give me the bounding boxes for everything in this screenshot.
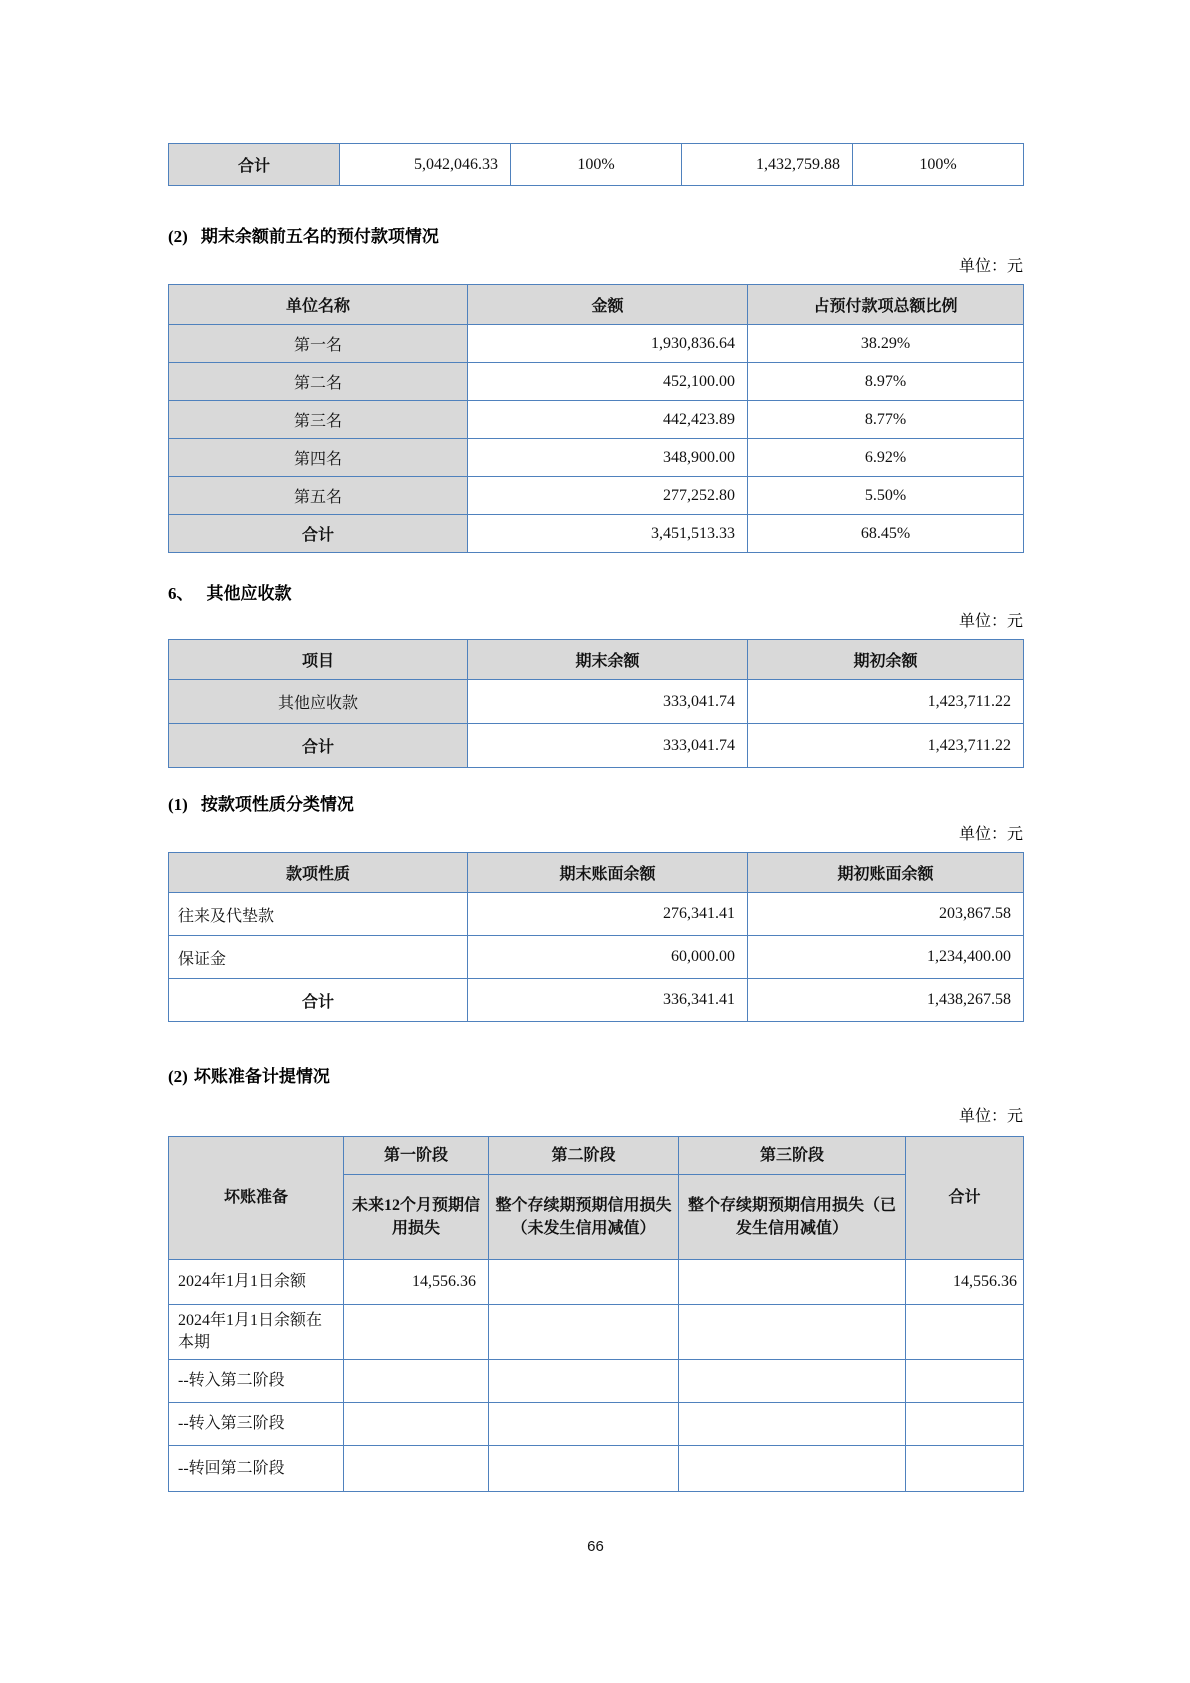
table-row (169, 144, 1024, 186)
amount-cell (489, 1305, 679, 1360)
column-header: 第三阶段 (679, 1137, 906, 1175)
amount-cell: 60,000.00 (468, 936, 748, 979)
amount-cell: 1,423,711.22 (748, 680, 1024, 724)
amount-cell: 1,930,836.64 (468, 325, 748, 363)
heading-number: (1) (168, 795, 188, 814)
amount-cell: 348,900.00 (468, 439, 748, 477)
header-row (169, 640, 1024, 680)
total-row-label: 合计 (169, 144, 340, 186)
column-header: 第一阶段 (344, 1137, 489, 1175)
total-column-header: 合计 (906, 1137, 1024, 1260)
column-header: 项目 (169, 640, 468, 680)
amount-cell (489, 1360, 679, 1403)
heading-number: (2) (168, 1067, 188, 1086)
amount-cell (679, 1360, 906, 1403)
column-header: 期末账面余额 (468, 853, 748, 893)
table-row (169, 1360, 1024, 1403)
heading-text: 按款项性质分类情况 (200, 795, 354, 814)
carryover-total-table (168, 143, 1024, 186)
by-nature-table (168, 852, 1024, 1022)
section-heading-bad-debt (168, 1062, 1023, 1087)
total-row-label: 合计 (169, 724, 468, 768)
total-row (169, 515, 1024, 553)
percent-cell: 5.50% (748, 477, 1024, 515)
unit-label: 单位：元 (958, 826, 1023, 843)
amount-cell (489, 1260, 679, 1305)
table-row (169, 936, 1024, 979)
amount-cell (679, 1403, 906, 1446)
unit-label: 单位：元 (958, 258, 1023, 275)
section-heading-by-nature (168, 790, 1023, 815)
total-row-label: 合计 (169, 979, 468, 1022)
amount-cell (906, 1403, 1024, 1446)
amount-cell: 1,438,267.58 (748, 979, 1024, 1022)
amount-cell: 442,423.89 (468, 401, 748, 439)
percent-cell: 68.45% (748, 515, 1024, 553)
amount-cell (344, 1305, 489, 1360)
column-header: 未来12个月预期信用损失 (344, 1175, 489, 1260)
table-row (169, 477, 1024, 515)
amount-cell: 452,100.00 (468, 363, 748, 401)
table-row (169, 893, 1024, 936)
amount-cell (906, 1446, 1024, 1492)
total-row-label: 合计 (169, 515, 468, 553)
column-header: 整个存续期预期信用损失（已发生信用减值） (679, 1175, 906, 1260)
row-label: 保证金 (169, 936, 468, 979)
percent-cell: 100% (853, 144, 1024, 186)
header-row-stages (169, 1137, 1024, 1175)
amount-cell: 336,341.41 (468, 979, 748, 1022)
column-header: 整个存续期预期信用损失（未发生信用减值） (489, 1175, 679, 1260)
heading-text: 其他应收款 (206, 584, 292, 603)
amount-cell: 276,341.41 (468, 893, 748, 936)
column-header: 期末余额 (468, 640, 748, 680)
table-row (169, 1260, 1024, 1305)
header-row (169, 853, 1024, 893)
amount-cell (489, 1403, 679, 1446)
row-label: 其他应收款 (169, 680, 468, 724)
percent-cell: 8.77% (748, 401, 1024, 439)
prepayments-table (168, 284, 1024, 553)
row-label: 2024年1月1日余额在本期 (169, 1305, 344, 1360)
column-header: 单位名称 (169, 285, 468, 325)
unit-label: 单位：元 (958, 613, 1023, 630)
amount-cell (679, 1260, 906, 1305)
amount-cell (344, 1360, 489, 1403)
row-label: 第一名 (169, 325, 468, 363)
section-heading-other-receivables (168, 579, 1023, 604)
other-receivables-table (168, 639, 1024, 768)
heading-text: 坏账准备计提情况 (193, 1067, 330, 1086)
row-label: 往来及代垫款 (169, 893, 468, 936)
amount-cell (344, 1446, 489, 1492)
table-row (169, 325, 1024, 363)
total-row (169, 979, 1024, 1022)
amount-cell: 333,041.74 (468, 724, 748, 768)
total-row (169, 724, 1024, 768)
table-row (169, 401, 1024, 439)
amount-cell (906, 1305, 1024, 1360)
row-label: --转回第二阶段 (169, 1446, 344, 1492)
amount-cell: 14,556.36 (906, 1260, 1024, 1305)
unit-label: 单位：元 (958, 1108, 1023, 1125)
table-row (169, 1446, 1024, 1492)
row-label: 第五名 (169, 477, 468, 515)
amount-cell (679, 1305, 906, 1360)
page-content (168, 0, 1023, 1555)
column-header: 金额 (468, 285, 748, 325)
column-header: 占预付款项总额比例 (748, 285, 1024, 325)
column-header: 期初余额 (748, 640, 1024, 680)
amount-cell: 1,423,711.22 (748, 724, 1024, 768)
table-row (169, 363, 1024, 401)
amount-cell: 203,867.58 (748, 893, 1024, 936)
page-number: 66 (587, 1538, 604, 1555)
row-label: --转入第三阶段 (169, 1403, 344, 1446)
column-header: 第二阶段 (489, 1137, 679, 1175)
row-label: 第二名 (169, 363, 468, 401)
row-label: 2024年1月1日余额 (169, 1260, 344, 1305)
percent-cell: 100% (511, 144, 682, 186)
row-label: 第三名 (169, 401, 468, 439)
column-header: 期初账面余额 (748, 853, 1024, 893)
amount-cell: 1,234,400.00 (748, 936, 1024, 979)
amount-cell: 1,432,759.88 (682, 144, 853, 186)
header-row (169, 285, 1024, 325)
table-row (169, 1403, 1024, 1446)
heading-text: 期末余额前五名的预付款项情况 (200, 227, 439, 246)
row-label: --转入第二阶段 (169, 1360, 344, 1403)
table-row (169, 1305, 1024, 1360)
section-heading-prepayments (168, 222, 1023, 247)
bad-debt-provision-table (168, 1136, 1024, 1492)
table-row (169, 680, 1024, 724)
percent-cell: 8.97% (748, 363, 1024, 401)
heading-number: 6、 (168, 584, 194, 603)
amount-cell: 277,252.80 (468, 477, 748, 515)
amount-cell: 14,556.36 (344, 1260, 489, 1305)
amount-cell: 333,041.74 (468, 680, 748, 724)
amount-cell: 5,042,046.33 (340, 144, 511, 186)
column-header: 款项性质 (169, 853, 468, 893)
row-label: 第四名 (169, 439, 468, 477)
amount-cell (489, 1446, 679, 1492)
amount-cell: 3,451,513.33 (468, 515, 748, 553)
percent-cell: 38.29% (748, 325, 1024, 363)
amount-cell (344, 1403, 489, 1446)
heading-number: (2) (168, 227, 188, 246)
table-row (169, 439, 1024, 477)
amount-cell (906, 1360, 1024, 1403)
corner-header: 坏账准备 (169, 1137, 344, 1260)
percent-cell: 6.92% (748, 439, 1024, 477)
amount-cell (679, 1446, 906, 1492)
